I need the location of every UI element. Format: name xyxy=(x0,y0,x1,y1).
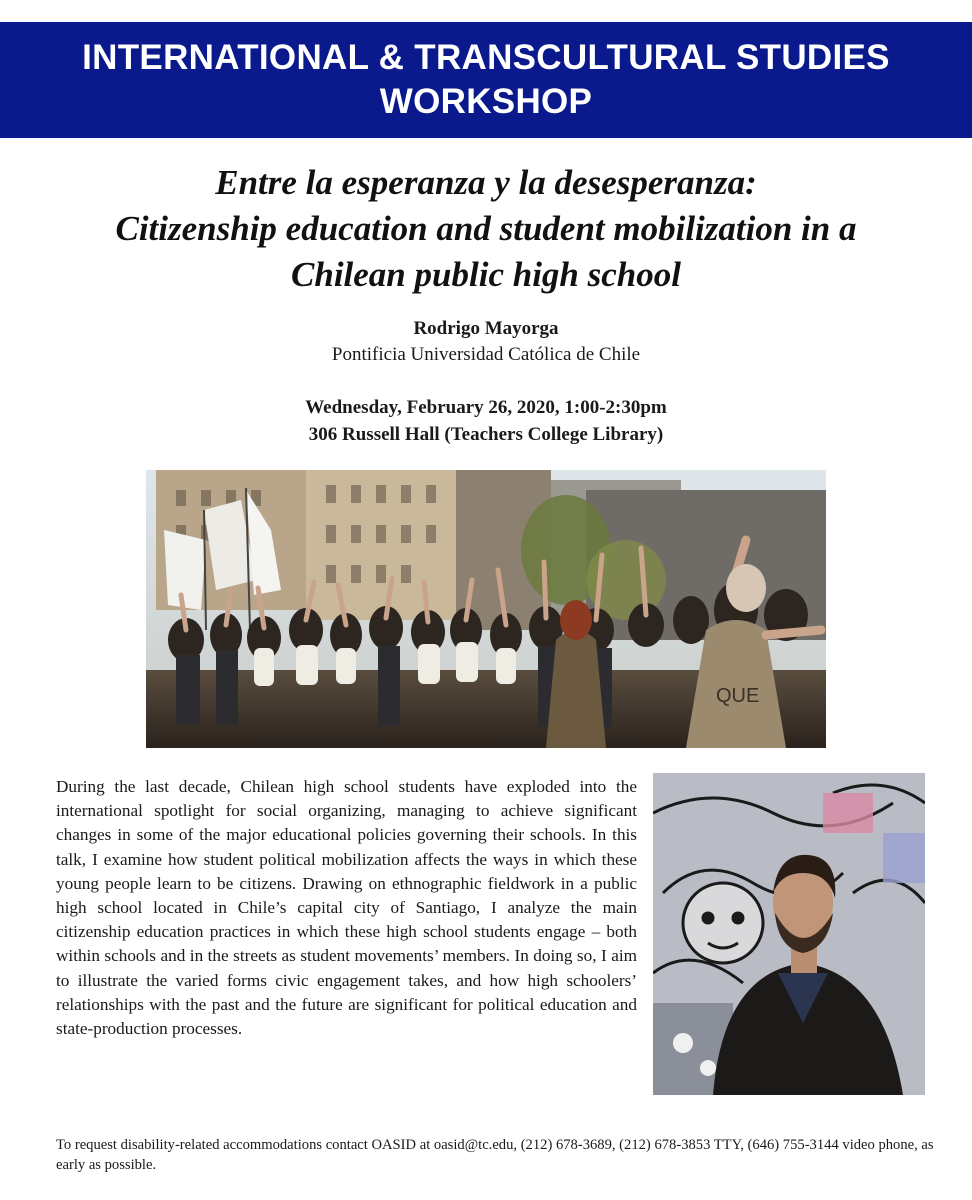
talk-title xyxy=(40,160,932,298)
speaker-name: Rodrigo Mayorga xyxy=(413,318,559,339)
speaker-affiliation: Pontificia Universidad Católica de Chile xyxy=(331,344,641,365)
talk-title-line-2: Citizenship education and student mobilization in a xyxy=(115,209,857,248)
sign-text: QUE xyxy=(716,685,760,707)
event-datetime: Wednesday, February 26, 2020, 1:00-2:30pm xyxy=(305,397,667,418)
banner-line-1: INTERNATIONAL & TRANSCULTURAL STUDIES xyxy=(82,38,890,77)
talk-title-line-1: Entre la esperanza y la desesperanza: xyxy=(215,163,757,202)
banner-line-2: WORKSHOP xyxy=(379,82,593,121)
event-location: 306 Russell Hall (Teachers College Library) xyxy=(308,424,664,445)
talk-title-line-3: Chilean public high school xyxy=(291,255,681,294)
student-protest-photo xyxy=(146,470,826,748)
talk-abstract: During the last decade, Chilean high school students have exploded into the international spotlight for social organizing, managing to achieve significant changes in some of the major educational policies governing their schools. In this talk, I examine how student political mobilization affects the ways in which these young people learn to be citizens. Drawing on ethnographic fieldwork in a public high school located in Chile’s capital city of Santiago, I analyze the main citizenship education practices in which these high school students engage – both within schools and in the streets as student movements’ members. In doing so, I aim to illustrate the varied forms civic engagement takes, and how high schoolers’ relationships with the past and the future are significant for political education and state-production processes. xyxy=(56,777,637,1039)
speaker-block xyxy=(0,316,972,368)
workshop-banner xyxy=(0,22,972,138)
speaker-portrait-photo xyxy=(653,773,925,1095)
accessibility-footer: To request disability-related accommodations contact OASID at oasid@tc.edu, (212) 678-3689, (212) 678-3853 TTY, (646) 755-3144 video phone, as early as possible. xyxy=(56,1137,934,1173)
event-details xyxy=(0,394,972,448)
protest-photo-illustration xyxy=(146,470,826,748)
portrait-illustration xyxy=(653,773,925,1095)
